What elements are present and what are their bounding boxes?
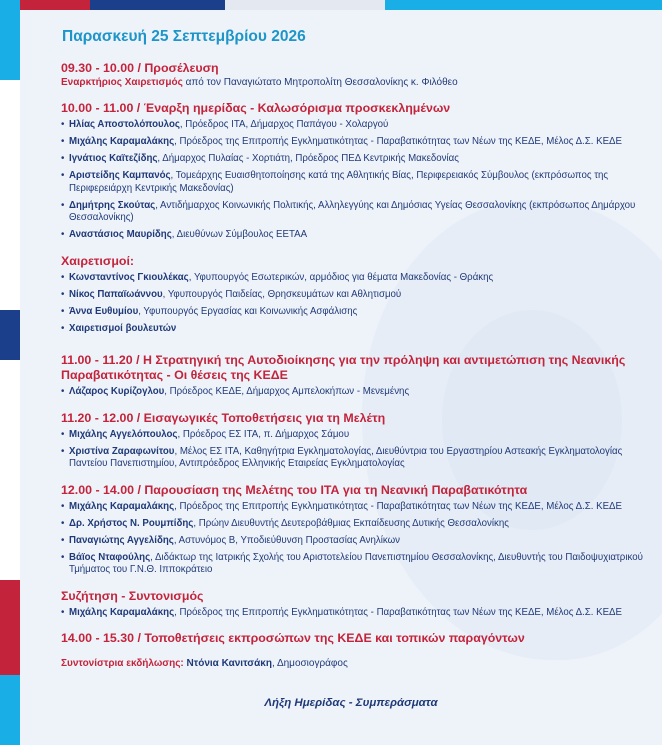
speaker-name: Αναστάσιος Μαυρίδης (69, 229, 172, 241)
speaker-item (61, 229, 651, 241)
speaker-name: Άννα Ευθυμίου (69, 305, 139, 317)
section-title: 10.00 - 11.00 / Έναρξη ημερίδας - Καλωσόρισμα προσκεκλημένων (61, 101, 451, 115)
speaker-role: , Υφυπουργός Εσωτερικών, αρμόδιος για θέματα Μακεδονίας - Θράκης (188, 271, 494, 283)
speaker-name: Λάζαρος Κυρίζογλου (69, 386, 165, 398)
left-color-stripe (0, 0, 20, 745)
speaker-role: , Πρόεδρος ΙΤΑ, Δήμαρχος Παπάγου - Χολαργού (179, 119, 389, 130)
speaker-name: Αριστείδης Καμπανός (69, 170, 171, 182)
speaker-name: Χαιρετισμοί βουλευτών (69, 322, 177, 334)
speaker-name: Χριστίνα Ζαραφωνίτου (69, 445, 175, 457)
speaker-item (61, 518, 651, 530)
section-intro (61, 411, 651, 471)
speaker-role: , Μέλος ΕΣ ΙΤΑ, Καθηγήτρια Εγκληματολογίας, Διευθύντρια του Εργαστηρίου Αστεακής Εγκληματολογίας Παντείου Πανεπιστημίου, Αντιπρόεδρος Ελληνικής Εταιρείας Εγκληματολογίας (69, 445, 623, 470)
moderator-line: Συντονίστρια εκδήλωσης: Ντόνια Κανιτσάκη, Δημοσιογράφος (61, 658, 348, 670)
speaker-name: Παναγιώτης Αγγελίδης (69, 534, 174, 546)
section-title: 14.00 - 15.30 / Τοποθετήσεις εκπροσώπων της ΚΕΔΕ και τοπικών παραγόντων (61, 631, 525, 646)
section-greetings (61, 254, 651, 336)
closing-title: Λήξη Ημερίδας - Συμπεράσματα (264, 697, 438, 710)
speaker-item (61, 535, 651, 547)
speaker-name: Ιγνάτιος Καϊτεζίδης (69, 153, 158, 165)
speaker-list (61, 607, 651, 619)
speaker-role: , Υφυπουργός Παιδείας, Θρησκευμάτων και Αθλητισμού (162, 288, 402, 300)
speaker-item (61, 136, 651, 148)
section-title: 11.00 - 11.20 / Η Στρατηγική της Αυτοδιοίκησης για την πρόληψη και αντιμετώπιση της Νεανικής Παραβατικότητας - Οι θέσεις της ΚΕΔΕ (61, 353, 626, 383)
speaker-item (61, 170, 651, 195)
speaker-name: Δημήτρης Σκούτας (69, 199, 156, 211)
speaker-item (61, 429, 651, 441)
speaker-item (61, 306, 651, 318)
speaker-item (61, 501, 651, 513)
speaker-name: Κωνσταντίνος Γκιουλέκας (69, 271, 189, 283)
speaker-role: , Πρόεδρος της Επιτροπής Εγκληματικότητας - Παραβατικότητας των Νέων της ΚΕΔΕ, Μέλος Δ.Σ. ΚΕΔΕ (174, 606, 622, 618)
speaker-role: , Τομεάρχης Ευαισθητοποίησης κατά της Αθλητικής Βίας, Περιφερειακός Σύμβουλος (εκπρόσωπος της Περιφερειάρχη Κεντρικής Μακεδονίας) (69, 170, 609, 194)
speaker-list (61, 272, 651, 336)
event-date: Παρασκευή 25 Σεπτεμβρίου 2026 (62, 28, 306, 45)
speaker-item (61, 119, 651, 131)
speaker-item (61, 446, 651, 471)
speaker-item (61, 323, 651, 335)
opening-greeting: Εναρκτήριος Χαιρετισμός από τον Παναγιώτατο Μητροπολίτη Θεσσαλονίκης κ. Φιλόθεο (61, 77, 458, 88)
section-title: 12.00 - 14.00 / Παρουσίαση της Μελέτης του ΙΤΑ για τη Νεανική Παραβατικότητα (61, 482, 528, 497)
speaker-item (61, 289, 651, 301)
speaker-name: Βάϊος Νταφούλης (69, 551, 151, 563)
speaker-role: , Αστυνόμος Β, Υποδιεύθυνση Προστασίας Ανηλίκων (173, 534, 400, 546)
speaker-role: , Διδάκτωρ της Ιατρικής Σχολής του Αριστοτελείου Πανεπιστημίου Θεσσαλονίκης, Διευθυντής του Παιδοψυχιατρικού Τμήματος του Γ.Ν.Θ. Ιπποκράτειο (69, 551, 643, 576)
section-local (61, 631, 651, 669)
speaker-item (61, 552, 651, 577)
top-color-stripe (0, 0, 662, 10)
speaker-name: Δρ. Χρήστος Ν. Ρουμπίδης (69, 517, 194, 529)
speaker-name: Μιχάλης Καραμαλάκης (69, 136, 175, 148)
section-study (61, 483, 651, 577)
speaker-name: Νίκος Παπαϊωάννου (69, 288, 163, 300)
section-title: 09.30 - 10.00 / Προσέλευση (61, 61, 219, 75)
speaker-list (61, 386, 651, 398)
section-title: 11.20 - 12.00 / Εισαγωγικές Τοποθετήσεις για τη Μελέτη (61, 410, 386, 425)
speaker-item (61, 200, 651, 225)
speaker-role: , Πρόεδρος ΚΕΔΕ, Δήμαρχος Αμπελοκήπων - Μενεμένης (164, 386, 410, 398)
speaker-role: , Αντιδήμαρχος Κοινωνικής Πολιτικής, Αλληλεγγύης και Δημόσιας Υγείας Θεσσαλονίκης (εκπρόσωπος Δημάρχου Θεσσαλονίκης) (69, 199, 636, 224)
speaker-list (61, 501, 651, 577)
section-arrival (61, 61, 651, 89)
section-strategy (61, 353, 651, 398)
speaker-name: Μιχάλης Καραμαλάκης (69, 606, 175, 618)
speaker-role: , Υφυπουργός Εργασίας και Κοινωνικής Ασφάλισης (138, 305, 358, 317)
speaker-item (61, 272, 651, 284)
speaker-role: , Διευθύνων Σύμβουλος ΕΕΤΑΑ (171, 229, 308, 241)
speaker-name: Μιχάλης Αγγελόπουλος (69, 428, 178, 440)
speaker-item (61, 386, 651, 398)
speaker-item (61, 153, 651, 165)
speaker-role: , Δήμαρχος Πυλαίας - Χορτιάτη, Πρόεδρος ΠΕΔ Κεντρικής Μακεδονίας (157, 153, 459, 165)
section-title: Χαιρετισμοί: (61, 253, 135, 268)
section-opening (61, 101, 651, 242)
speaker-list (61, 429, 651, 471)
speaker-role: , Πρόεδρος της Επιτροπής Εγκληματικότητας - Παραβατικότητας των Νέων της ΚΕΔΕ, Μέλος Δ.Σ. ΚΕΔΕ (174, 136, 622, 148)
speaker-name: Ηλίας Αποστολόπουλος (69, 119, 180, 130)
speaker-list (61, 119, 651, 242)
speaker-role: , Πρόεδρος ΕΣ ΙΤΑ, π. Δήμαρχος Σάμου (177, 428, 350, 440)
section-discussion (61, 589, 651, 619)
speaker-item (61, 607, 651, 619)
program-content (61, 28, 651, 709)
speaker-role: , Πρώην Διευθυντής Δευτεροβάθμιας Εκπαίδευσης Δυτικής Θεσσαλονίκης (193, 517, 509, 529)
speaker-name: Μιχάλης Καραμαλάκης (69, 500, 175, 512)
speaker-role: , Πρόεδρος της Επιτροπής Εγκληματικότητας - Παραβατικότητας των Νέων της ΚΕΔΕ, Μέλος Δ.Σ. ΚΕΔΕ (174, 500, 622, 512)
section-title: Συζήτηση - Συντονισμός (61, 588, 204, 603)
